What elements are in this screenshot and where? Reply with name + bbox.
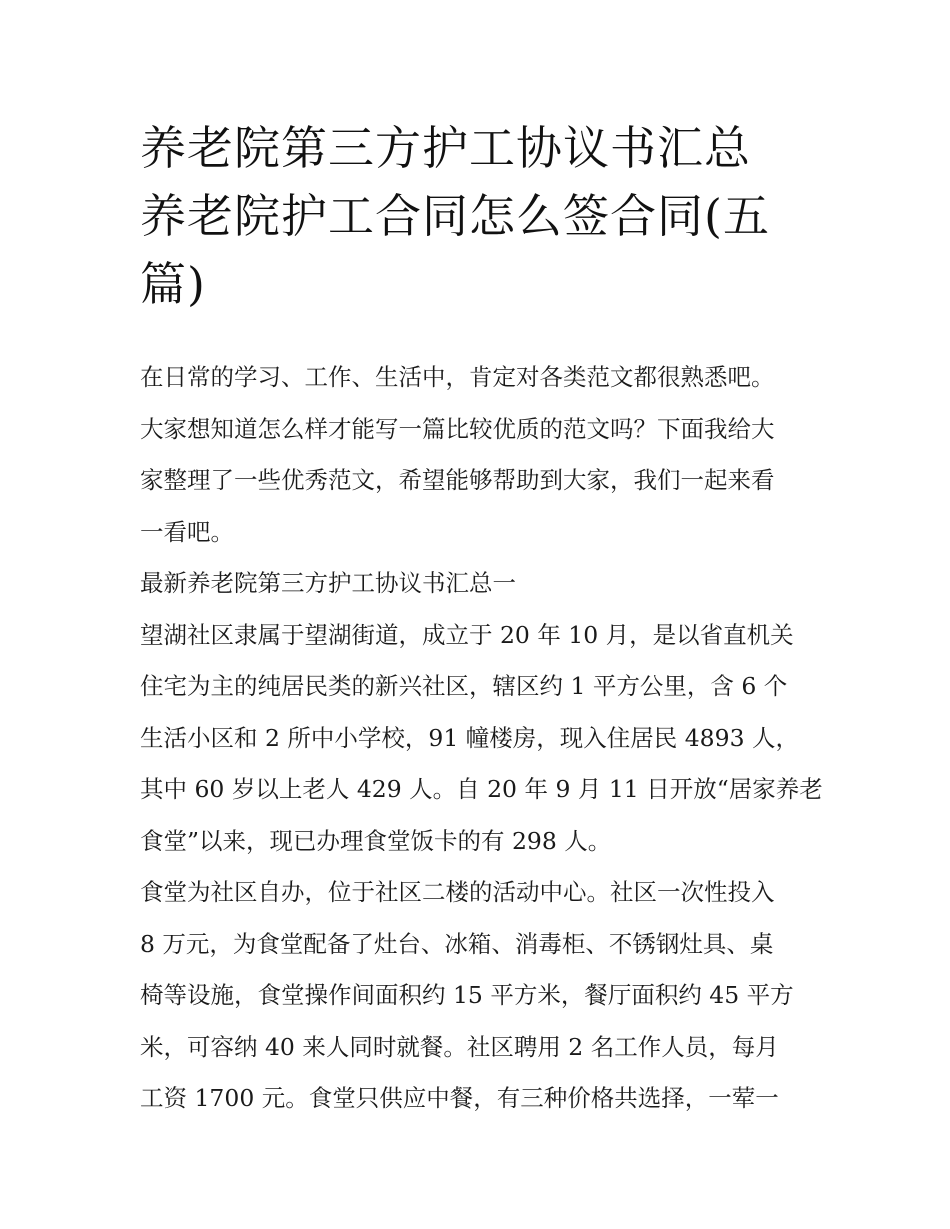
intro-line: 一看吧。 (140, 517, 234, 546)
intro-line: 家整理了一些优秀范文，希望能够帮助到大家，我们一起来看 (140, 466, 775, 494)
paragraph-line: 住宅为主的纯居民类的新兴社区，辖区约 1 平方公里，含 6 个 (140, 672, 788, 700)
intro-line: 在日常的学习、工作、生活中，肯定对各类范文都很熟悉吧。 (140, 363, 775, 391)
paragraph-line: 米，可容纳 40 来人同时就餐。社区聘用 2 名工作人员，每月 (140, 1032, 779, 1061)
paragraph-line: 食堂为社区自办，位于社区二楼的活动中心。社区一次性投入 (140, 878, 775, 906)
document-title (140, 114, 840, 318)
paragraph-line: 8 万元，为食堂配备了灶台、冰箱、消毒柜、不锈钢灶具、桌 (140, 929, 774, 958)
title-line: 养老院第三方护工协议书汇总 (140, 121, 751, 175)
title-line: 篇) (140, 257, 206, 311)
paragraph-line: 望湖社区隶属于望湖街道，成立于 20 年 10 月，是以省直机关 (140, 620, 794, 649)
paragraph-line: 食堂”以来，现已办理食堂饭卡的有 298 人。 (140, 826, 612, 855)
paragraph-line: 其中 60 岁以上老人 429 人。自 20 年 9 月 11 日开放“居家养老 (140, 775, 823, 803)
section-heading: 最新养老院第三方护工协议书汇总一 (140, 569, 516, 597)
paragraph-line: 椅等设施，食堂操作间面积约 15 平方米，餐厅面积约 45 平方 (140, 981, 794, 1009)
paragraph-line: 工资 1700 元。食堂只供应中餐，有三种价格共选择，一荤一 (140, 1084, 779, 1112)
title-line: 养老院护工合同怎么签合同(五 (140, 189, 770, 243)
document-body (140, 352, 830, 1125)
intro-line: 大家想知道怎么样才能写一篇比较优质的范文吗？下面我给大 (140, 414, 775, 443)
paragraph-line: 生活小区和 2 所中小学校，91 幢楼房，现入住居民 4893 人， (140, 723, 800, 752)
